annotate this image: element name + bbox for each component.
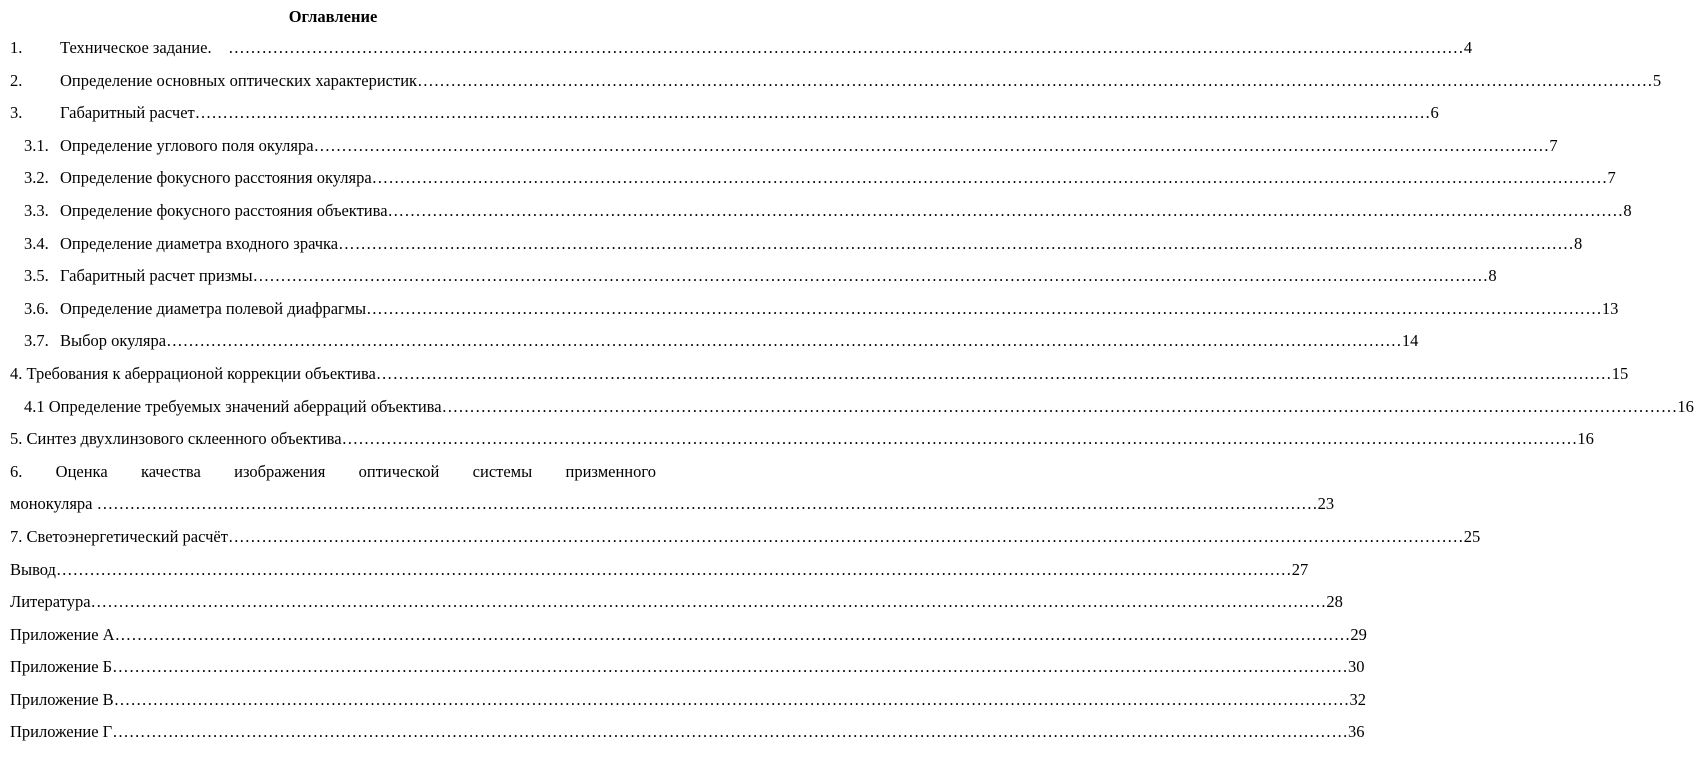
toc-entry-label: Выбор окуляра bbox=[60, 331, 167, 351]
toc-entry-label: монокуляра bbox=[10, 494, 93, 514]
toc-entry-label: Приложение Б bbox=[10, 657, 113, 677]
toc-entry-number: 2. bbox=[10, 70, 23, 90]
toc-entry-page: 7 bbox=[1549, 135, 1558, 155]
toc-entry-label: Приложение А bbox=[10, 624, 115, 644]
toc-entry-3-4[interactable] bbox=[10, 228, 1583, 261]
toc-entry-label-line2 bbox=[10, 488, 1335, 521]
toc-entry-page: 28 bbox=[1326, 592, 1343, 612]
toc-entry-page: 36 bbox=[1348, 722, 1365, 742]
toc-entry-page: 15 bbox=[1611, 363, 1629, 383]
toc-entry-3[interactable] bbox=[10, 97, 1439, 130]
toc-leader-dots: …………………………………………………………………………………………………………………………………………………………………………………………………… bbox=[366, 298, 1602, 318]
toc-entry-page: 7 bbox=[1607, 168, 1616, 188]
toc-entry-label: Определение углового поля окуляра bbox=[60, 135, 314, 155]
toc-entry-literature[interactable] bbox=[10, 586, 1343, 619]
toc-leader-dots: …………………………………………………………………………………………………………………………………………………………………………………………………… bbox=[338, 233, 1574, 253]
toc-entry-5[interactable] bbox=[10, 423, 1594, 456]
toc-entry-3-5[interactable] bbox=[10, 260, 1497, 293]
toc-leader-dots: …………………………………………………………………………………………………………………………………………………………………………………………………… bbox=[114, 624, 1351, 644]
toc-entry-page: 8 bbox=[1623, 200, 1632, 220]
toc-leader-dots: …………………………………………………………………………………………………………………………………………………………………………………………………… bbox=[96, 494, 1318, 514]
toc-entry-label: Габаритный расчет призмы bbox=[60, 266, 253, 286]
toc-entry-4-1[interactable] bbox=[10, 391, 1694, 424]
toc-entry-appendix-v[interactable] bbox=[10, 684, 1367, 717]
toc-entry-number: 3.5. bbox=[24, 266, 49, 286]
toc-entry-number: 3.2. bbox=[24, 168, 49, 188]
toc-leader-dots: …………………………………………………………………………………………………………………………………………………………………………………………………… bbox=[375, 363, 1612, 383]
toc-entry-page: 16 bbox=[1677, 396, 1694, 416]
toc-entry-number: 3.4. bbox=[24, 233, 49, 253]
toc-entry-appendix-a[interactable] bbox=[10, 619, 1367, 652]
toc-entry-label: Определение диаметра входного зрачка bbox=[60, 233, 339, 253]
toc-leader-dots: …………………………………………………………………………………………………………………………………………………………………………………………………… bbox=[112, 657, 1348, 677]
toc-leader-dots: …………………………………………………………………………………………………………………………………………………………………………………………………… bbox=[112, 722, 1349, 742]
toc-leader-dots: …………………………………………………………………………………………………………………………………………………………………………………………………… bbox=[166, 331, 1402, 351]
toc-entry-label: Вывод bbox=[10, 559, 56, 579]
toc-entry-number: 3. bbox=[10, 103, 23, 123]
toc-entry-number: 3.3. bbox=[24, 200, 49, 220]
toc-entry-page: 16 bbox=[1577, 429, 1594, 449]
toc-entry-label: Приложение В bbox=[10, 689, 114, 709]
toc-leader-dots: …………………………………………………………………………………………………………………………………………………………………………………………………… bbox=[441, 396, 1678, 416]
toc-entry-appendix-b[interactable] bbox=[10, 651, 1365, 684]
toc-entry-3-7[interactable] bbox=[10, 325, 1419, 358]
toc-entry-label: Определение фокусного расстояния окуляра bbox=[60, 168, 372, 188]
toc-entry-3-1[interactable] bbox=[10, 130, 1558, 163]
toc-entry-page: 4 bbox=[1463, 38, 1473, 57]
table-of-contents bbox=[10, 0, 1694, 749]
toc-leader-dots: …………………………………………………………………………………………………………………………………………………………………………………………………… bbox=[371, 168, 1608, 188]
toc-entry-label: 4. Требования к аберрационой коррекции объектива bbox=[10, 363, 376, 383]
toc-entry-3-2[interactable] bbox=[10, 162, 1616, 195]
toc-entry-7[interactable] bbox=[10, 521, 1481, 554]
toc-leader-dots: …………………………………………………………………………………………………………………………………………………………………………………………………… bbox=[417, 70, 1653, 90]
toc-leader-dots: …………………………………………………………………………………………………………………………………………………………………………………………………… bbox=[113, 689, 1350, 709]
toc-entry-label: 4.1 Определение требуемых значений аберраций объектива bbox=[24, 396, 442, 416]
toc-title: Оглавление bbox=[288, 7, 378, 26]
toc-entry-label: 5. Синтез двухлинзового склеенного объектива bbox=[10, 429, 342, 449]
toc-entry-page: 29 bbox=[1350, 624, 1367, 644]
toc-entry-3-3[interactable] bbox=[10, 195, 1632, 228]
toc-entry-label: Техническое задание. bbox=[60, 38, 212, 57]
toc-entry-label: Габаритный расчет bbox=[60, 103, 195, 123]
toc-entry-page: 13 bbox=[1601, 298, 1619, 318]
toc-leader-dots: …………………………………………………………………………………………………………………………………………………………………………………………………… bbox=[313, 135, 1550, 155]
toc-entry-number: 3.1. bbox=[24, 135, 49, 155]
toc-entry-page: 30 bbox=[1347, 657, 1365, 677]
toc-entry-page: 25 bbox=[1463, 526, 1481, 546]
toc-leader-dots: …………………………………………………………………………………………………………………………………………………………………………………………………… bbox=[341, 429, 1578, 449]
toc-entry-label: Определение основных оптических характеристик bbox=[60, 70, 418, 90]
toc-entry-appendix-g[interactable] bbox=[10, 716, 1365, 749]
toc-entry-number: 1. bbox=[10, 38, 23, 57]
toc-entry-label-line1: 6. Оценка качества изображения оптической системы призменного bbox=[10, 461, 656, 481]
toc-entry-3-6[interactable] bbox=[10, 293, 1619, 326]
toc-entry-label: Приложение Г bbox=[10, 722, 113, 742]
toc-leader-dots: …………………………………………………………………………………………………………………………………………………………………………………………………… bbox=[228, 38, 1464, 57]
toc-entry-1[interactable] bbox=[10, 32, 1473, 65]
toc-entry-page: 8 bbox=[1488, 266, 1497, 286]
toc-entry-page: 27 bbox=[1291, 559, 1309, 579]
toc-entry-page: 32 bbox=[1349, 689, 1367, 709]
toc-entry-label: Литература bbox=[10, 592, 91, 612]
toc-entry-conclusion[interactable] bbox=[10, 554, 1309, 587]
toc-entry-2[interactable] bbox=[10, 65, 1662, 98]
toc-leader-dots: …………………………………………………………………………………………………………………………………………………………………………………………………… bbox=[194, 103, 1431, 123]
toc-entry-page: 23 bbox=[1317, 494, 1335, 514]
toc-entry-number: 3.6. bbox=[24, 298, 49, 318]
toc-leader-dots: …………………………………………………………………………………………………………………………………………………………………………………………………… bbox=[252, 266, 1489, 286]
toc-leader-dots: …………………………………………………………………………………………………………………………………………………………………………………………………… bbox=[55, 559, 1292, 579]
toc-entry-4[interactable] bbox=[10, 358, 1629, 391]
toc-entry-page: 14 bbox=[1401, 331, 1419, 351]
toc-entry-label: Определение диаметра полевой диафрагмы bbox=[60, 298, 367, 318]
toc-entry-page: 6 bbox=[1430, 103, 1439, 123]
toc-leader-dots: …………………………………………………………………………………………………………………………………………………………………………………………………… bbox=[90, 592, 1327, 612]
toc-entry-page: 8 bbox=[1573, 233, 1583, 253]
toc-entry-label: 7. Светоэнергетический расчёт bbox=[10, 526, 228, 546]
toc-entry-6[interactable] bbox=[10, 456, 1335, 521]
toc-entry-number: 3.7. bbox=[24, 331, 49, 351]
toc-entry-label: Определение фокусного расстояния объектива bbox=[60, 200, 388, 220]
toc-leader-dots: …………………………………………………………………………………………………………………………………………………………………………………………………… bbox=[227, 526, 1464, 546]
toc-leader-dots: …………………………………………………………………………………………………………………………………………………………………………………………………… bbox=[387, 200, 1624, 220]
toc-entry-page: 5 bbox=[1652, 70, 1662, 90]
